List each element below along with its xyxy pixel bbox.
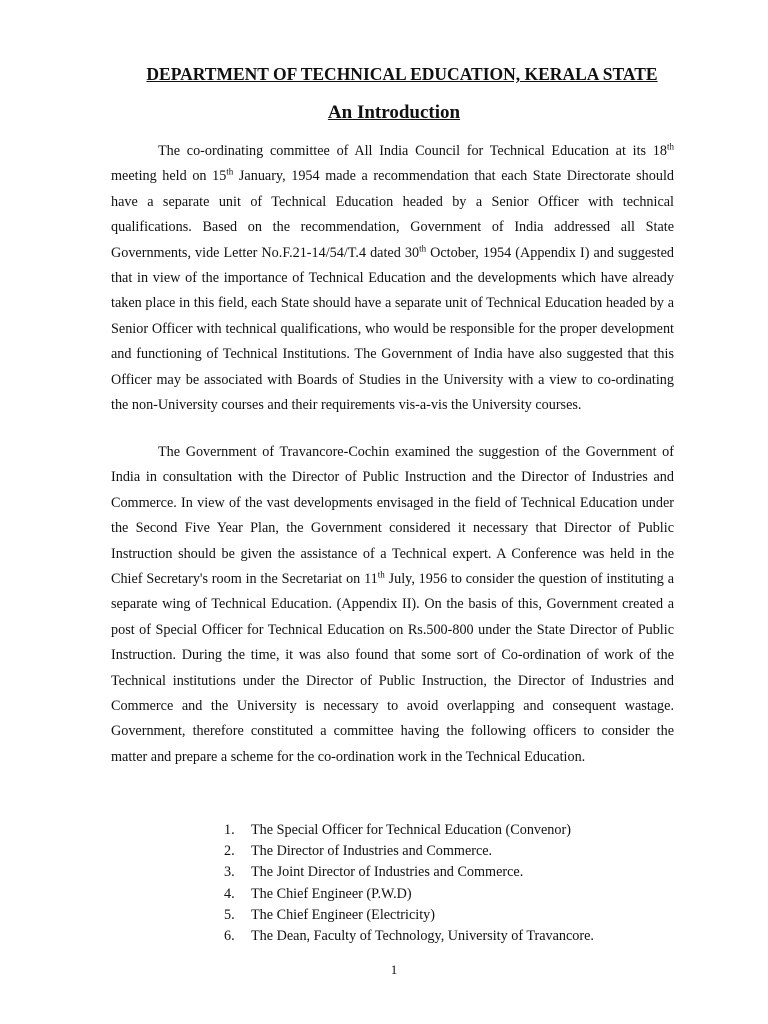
list-number: 4.: [224, 885, 235, 902]
list-item: [224, 820, 594, 841]
list-item: [224, 926, 594, 947]
list-item: [224, 905, 594, 926]
superscript: th: [666, 141, 674, 152]
superscript: th: [226, 166, 234, 177]
list-text: The Chief Engineer (P.W.D): [251, 885, 412, 902]
document-subtitle: An Introduction: [327, 102, 461, 123]
list-text: The Joint Director of Industries and Commerce.: [251, 864, 524, 881]
list-text: The Chief Engineer (Electricity): [251, 906, 435, 923]
list-text: The Special Officer for Technical Education (Convenor): [251, 822, 571, 838]
paragraph-2: [111, 440, 674, 770]
paragraph-1-text: January, 1954 made a recommendation that each State Directorate should have a separate unit of Technical Education headed by a Senior Officer with technical qualifications. Based on the recommendation, Government of India addressed all State Governments, vide Letter No.F.21-14/54/T.4 dated 30: [111, 168, 674, 261]
list-item: [224, 884, 594, 905]
paragraph-1-text: The co-ordinating committee of All India Council for Technical Education at its 18: [158, 143, 667, 159]
list-item: [224, 841, 594, 862]
paragraph-1-text: meeting held on 15: [111, 168, 227, 185]
page-number: 1: [390, 962, 398, 977]
superscript: th: [377, 569, 385, 580]
list-text: The Dean, Faculty of Technology, University of Travancore.: [251, 928, 594, 945]
list-number: 3.: [224, 864, 235, 881]
paragraph-1-text: October, 1954 (Appendix I) and suggested that in view of the importance of Technical Education and the developments which have already taken place in this field, each State should have a separate unit of Technical Education headed by a Senior Officer with technical qualifications, who would be responsible for the proper development and functioning of Technical Institutions. The Government of India have also suggested that this Officer may be associated with Boards of Studies in the University with a view to co-ordinating the non-University courses and their requirements vis-a-vis the University courses.: [111, 244, 674, 414]
paragraph-2-text: The Government of Travancore-Cochin examined the suggestion of the Government of India in consultation with the Director of Public Instruction and the Director of Industries and Commerce. In view of the vast developments envisaged in the field of Technical Education under the Second Five Year Plan, the Government considered it necessary that Director of Public Instruction should be given the assistance of a Technical expert. A Conference was held in the Chief Secretary's room in the Secretariat on 11: [111, 444, 674, 588]
paragraph-1: [111, 139, 674, 418]
list-text: The Director of Industries and Commerce.: [251, 843, 493, 860]
list-number: 1.: [224, 822, 235, 838]
paragraph-2-text: July, 1956 to consider the question of instituting a separate wing of Technical Education. (Appendix II). On the basis of this, Government created a post of Special Officer for Technical Education on Rs.500-800 under the State Director of Public Instruction. During the time, it was also found that some sort of Co-ordination of work of the Technical institutions under the Director of Public Instruction, the Director of Industries and Commerce and the University is necessary to avoid overlapping and consequent wastage. Government, therefore constituted a committee having the following officers to consider the matter and prepare a scheme for the co-ordination work in the Technical Education.: [111, 571, 674, 765]
list-number: 5.: [224, 906, 235, 923]
superscript: th: [419, 242, 427, 253]
list-number: 6.: [224, 928, 235, 945]
committee-list: [224, 820, 594, 947]
document-title: DEPARTMENT OF TECHNICAL EDUCATION, KERALA STATE: [146, 64, 658, 84]
list-item: [224, 862, 594, 883]
list-number: 2.: [224, 843, 235, 860]
